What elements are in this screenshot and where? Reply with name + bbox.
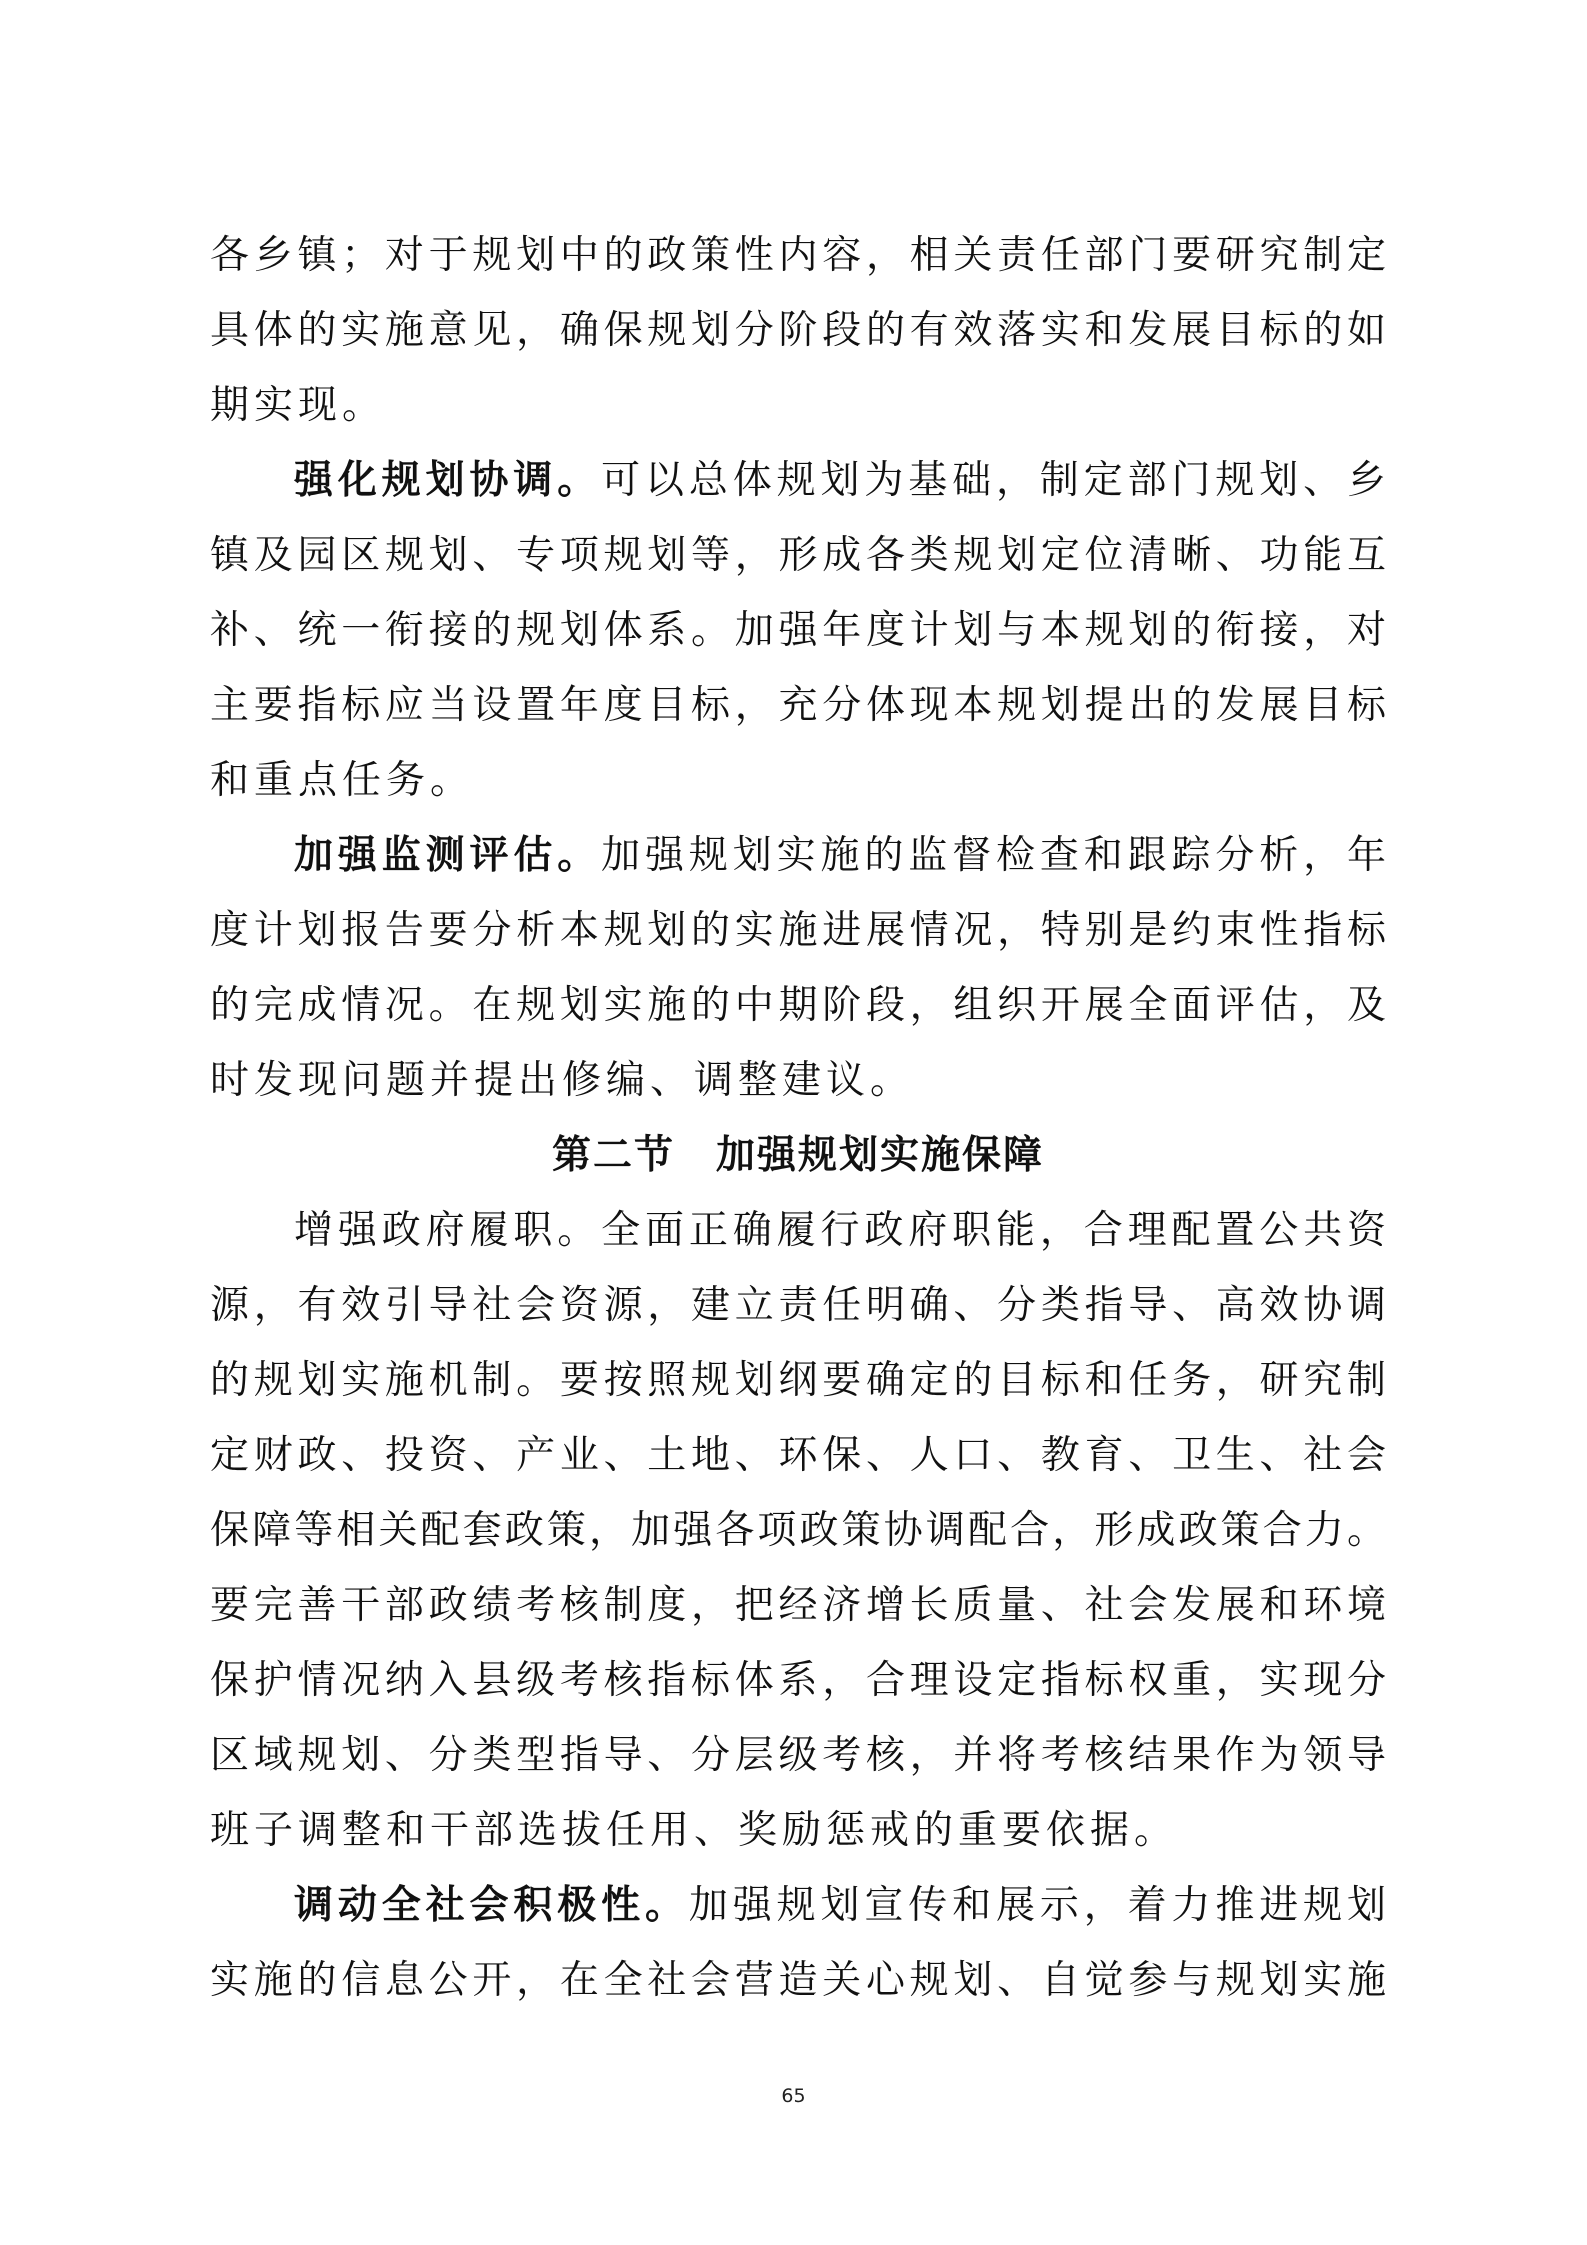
- text-line: 时发现问题并提出修编、调整建议。: [210, 1058, 915, 1103]
- text-line: 实施的信息公开，在全社会营造关心规划、自觉参与规划实施: [210, 1958, 1386, 2003]
- text-line: 期实现。: [210, 383, 387, 428]
- text-line: 保护情况纳入县级考核指标体系，合理设定指标权重，实现分: [210, 1658, 1386, 1703]
- text-line: 补、统一衔接的规划体系。加强年度计划与本规划的衔接，对: [210, 608, 1386, 653]
- text-line: 的完成情况。在规划实施的中期阶段，组织开展全面评估，及: [210, 983, 1386, 1028]
- paragraph-first-line: [210, 443, 1386, 518]
- text-line: 具体的实施意见，确保规划分阶段的有效落实和发展目标的如: [210, 308, 1386, 353]
- paragraph-first-line: [210, 818, 1386, 893]
- paragraph-first-line: [210, 1868, 1386, 1943]
- text-line: 各乡镇；对于规划中的政策性内容，相关责任部门要研究制定: [210, 233, 1386, 278]
- section-heading: 第二节 加强规划实施保障: [551, 1132, 1044, 1178]
- text-line: 和重点任务。: [210, 758, 475, 803]
- paragraph-lead: 强化规划协调。: [294, 457, 602, 503]
- paragraph-text: 加强规划实施的监督检查和跟踪分析，年: [601, 833, 1386, 878]
- text-line: 主要指标应当设置年度目标，充分体现本规划提出的发展目标: [210, 683, 1386, 728]
- paragraph-text: 可以总体规划为基础，制定部门规划、乡: [601, 458, 1386, 503]
- paragraph-text: 加强规划宣传和展示，着力推进规划: [688, 1883, 1386, 1928]
- text-line: 源，有效引导社会资源，建立责任明确、分类指导、高效协调: [210, 1283, 1386, 1328]
- text-line: 区域规划、分类型指导、分层级考核，并将考核结果作为领导: [210, 1733, 1386, 1778]
- text-line: 定财政、投资、产业、土地、环保、人口、教育、卫生、社会: [210, 1433, 1386, 1478]
- text-line: 的规划实施机制。要按照规划纲要确定的目标和任务，研究制: [210, 1358, 1386, 1403]
- text-line: 增强政府履职。全面正确履行政府职能，合理配置公共资: [294, 1208, 1386, 1253]
- text-line: 要完善干部政绩考核制度，把经济增长质量、社会发展和环境: [210, 1583, 1386, 1628]
- paragraph-lead: 加强监测评估。: [294, 832, 602, 878]
- text-line: 镇及园区规划、专项规划等，形成各类规划定位清晰、功能互: [210, 533, 1386, 578]
- text-line: 班子调整和干部选拔任用、奖励惩戒的重要依据。: [210, 1808, 1179, 1853]
- paragraph-lead: 调动全社会积极性。: [294, 1882, 689, 1928]
- page-number: 65: [781, 2085, 806, 2107]
- text-line: 保障等相关配套政策，加强各项政策协调配合，形成政策合力。: [210, 1508, 1386, 1553]
- body-text: [210, 218, 1386, 2018]
- text-line: 度计划报告要分析本规划的实施进展情况，特别是约束性指标: [210, 908, 1386, 953]
